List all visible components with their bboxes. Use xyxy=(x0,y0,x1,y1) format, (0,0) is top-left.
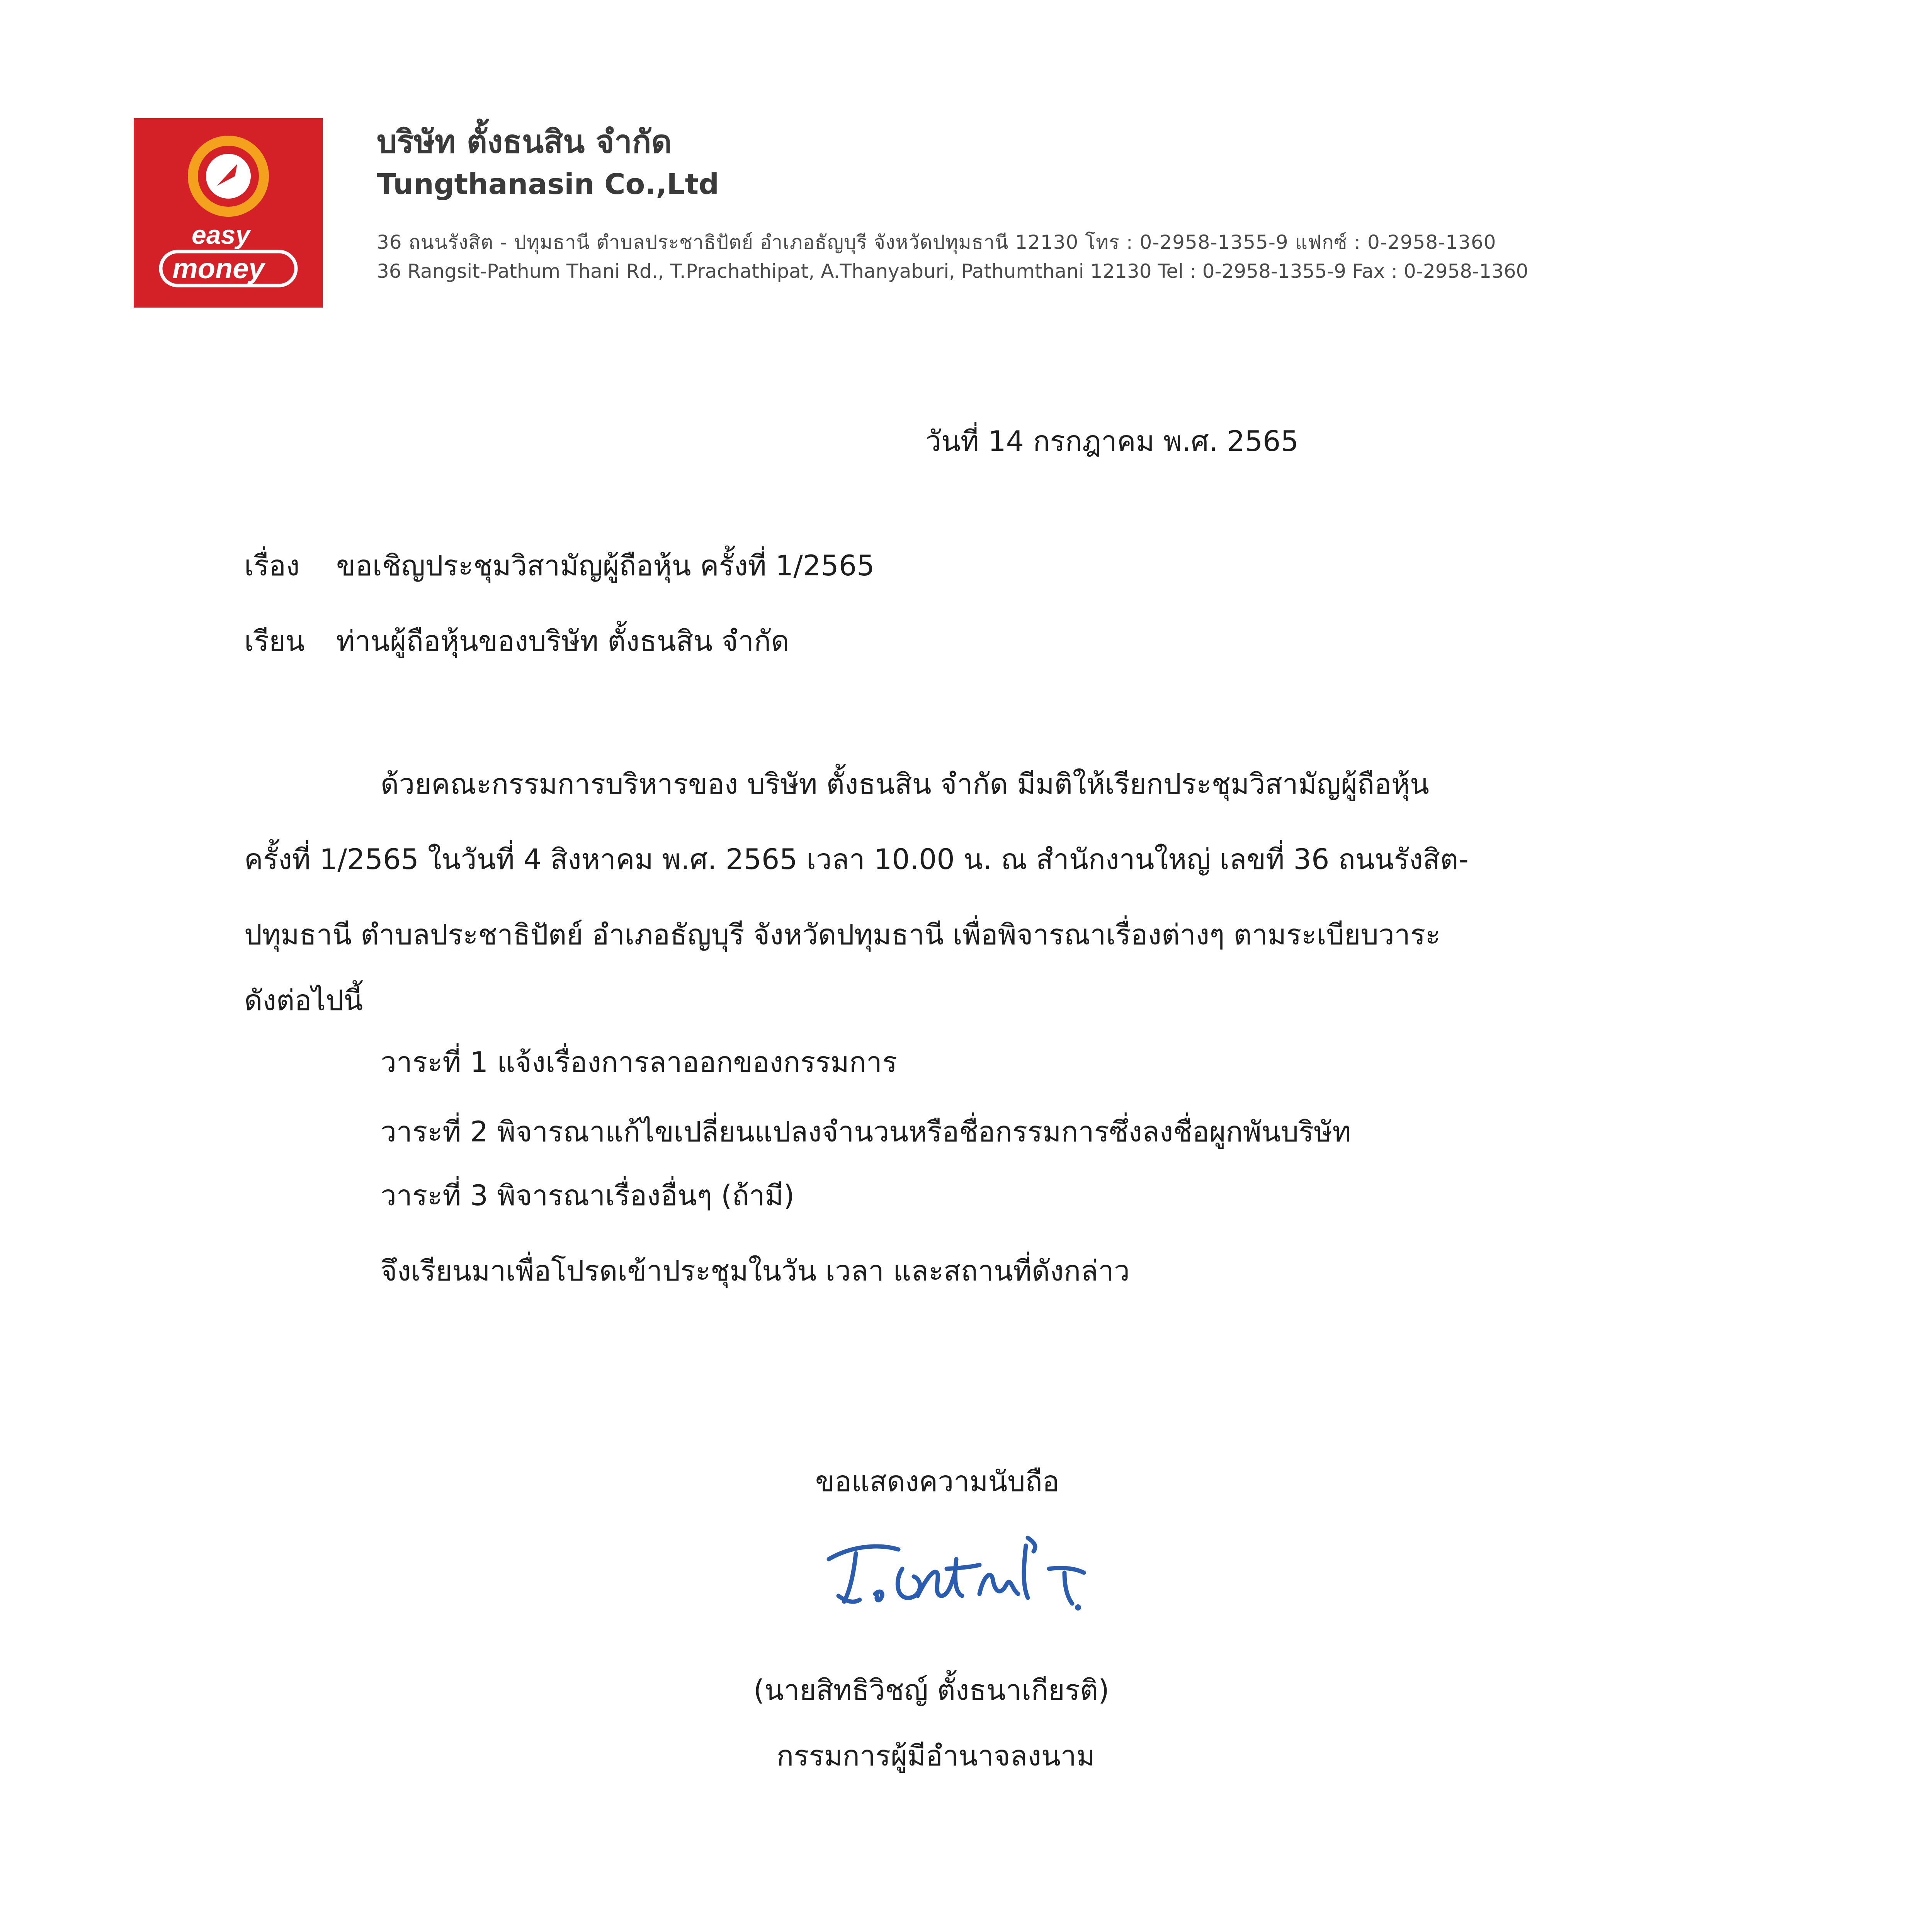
subject-text: ขอเชิญประชุมวิสามัญผู้ถือหุ้น ครั้งที่ 1/2565 xyxy=(336,549,875,582)
signer-title: กรรมการผู้มีอำนาจลงนาม xyxy=(777,1740,1095,1772)
company-name-thai: บริษัท ตั้งธนสิน จำกัด xyxy=(377,124,672,160)
regards-text: ขอแสดงความนับถือ xyxy=(815,1465,1059,1498)
to-label: เรียน xyxy=(244,625,305,658)
company-logo xyxy=(134,118,323,308)
paragraph-line: ครั้งที่ 1/2565 ในวันที่ 4 สิงหาคม พ.ศ. 2565 เวลา 10.00 น. ณ สำนักงานใหญ่ เลขที่ 36 ถนนรังสิต- xyxy=(244,843,1469,876)
closing-request: จึงเรียนมาเพื่อโปรดเข้าประชุมในวัน เวลา และสถานที่ดังกล่าว xyxy=(381,1255,1130,1287)
agenda-item: วาระที่ 3 พิจารณาเรื่องอื่นๆ (ถ้ามี) xyxy=(381,1179,795,1212)
address-english: 36 Rangsit-Pathum Thani Rd., T.Prachathipat, A.Thanyaburi, Pathumthani 12130 Tel : 0-2958-1355-9 Fax : 0-2958-1360 xyxy=(377,260,1529,282)
easy-money-logo-icon xyxy=(134,118,323,308)
agenda-item: วาระที่ 2 พิจารณาแก้ไขเปลี่ยนแปลงจำนวนหรือชื่อกรรมการซึ่งลงชื่อผูกพันบริษัท xyxy=(381,1116,1351,1148)
to-text: ท่านผู้ถือหุ้นของบริษัท ตั้งธนสิน จำกัด xyxy=(336,625,789,658)
agenda-item: วาระที่ 1 แจ้งเรื่องการลาออกของกรรมการ xyxy=(381,1046,898,1079)
handwritten-signature xyxy=(817,1522,1134,1623)
address-thai: 36 ถนนรังสิต - ปทุมธานี ตำบลประชาธิปัตย์ อำเภอธัญบุรี จังหวัดปทุมธานี 12130 โทร : 0-2958-1355-9 แฟกซ์ : 0-2958-1360 xyxy=(377,231,1496,253)
subject-label: เรื่อง xyxy=(244,549,300,582)
signer-name: (นายสิทธิวิชญ์ ตั้งธนาเกียรติ) xyxy=(753,1674,1109,1707)
logo-easy-text: easy xyxy=(192,220,250,250)
logo-money-text: money xyxy=(172,252,265,284)
paragraph-line: ปทุมธานี ตำบลประชาธิปัตย์ อำเภอธัญบุรี จังหวัดปทุมธานี เพื่อพิจารณาเรื่องต่างๆ ตามระเบียบวาระ xyxy=(244,918,1441,951)
paragraph-line: ด้วยคณะกรรมการบริหารของ บริษัท ตั้งธนสิน จำกัด มีมติให้เรียกประชุมวิสามัญผู้ถือหุ้น xyxy=(381,768,1429,801)
paragraph-line: ดังต่อไปนี้ xyxy=(244,984,363,1017)
company-name-english: Tungthanasin Co.,Ltd xyxy=(377,168,719,201)
letter-date: วันที่ 14 กรกฎาคม พ.ศ. 2565 xyxy=(925,425,1299,458)
